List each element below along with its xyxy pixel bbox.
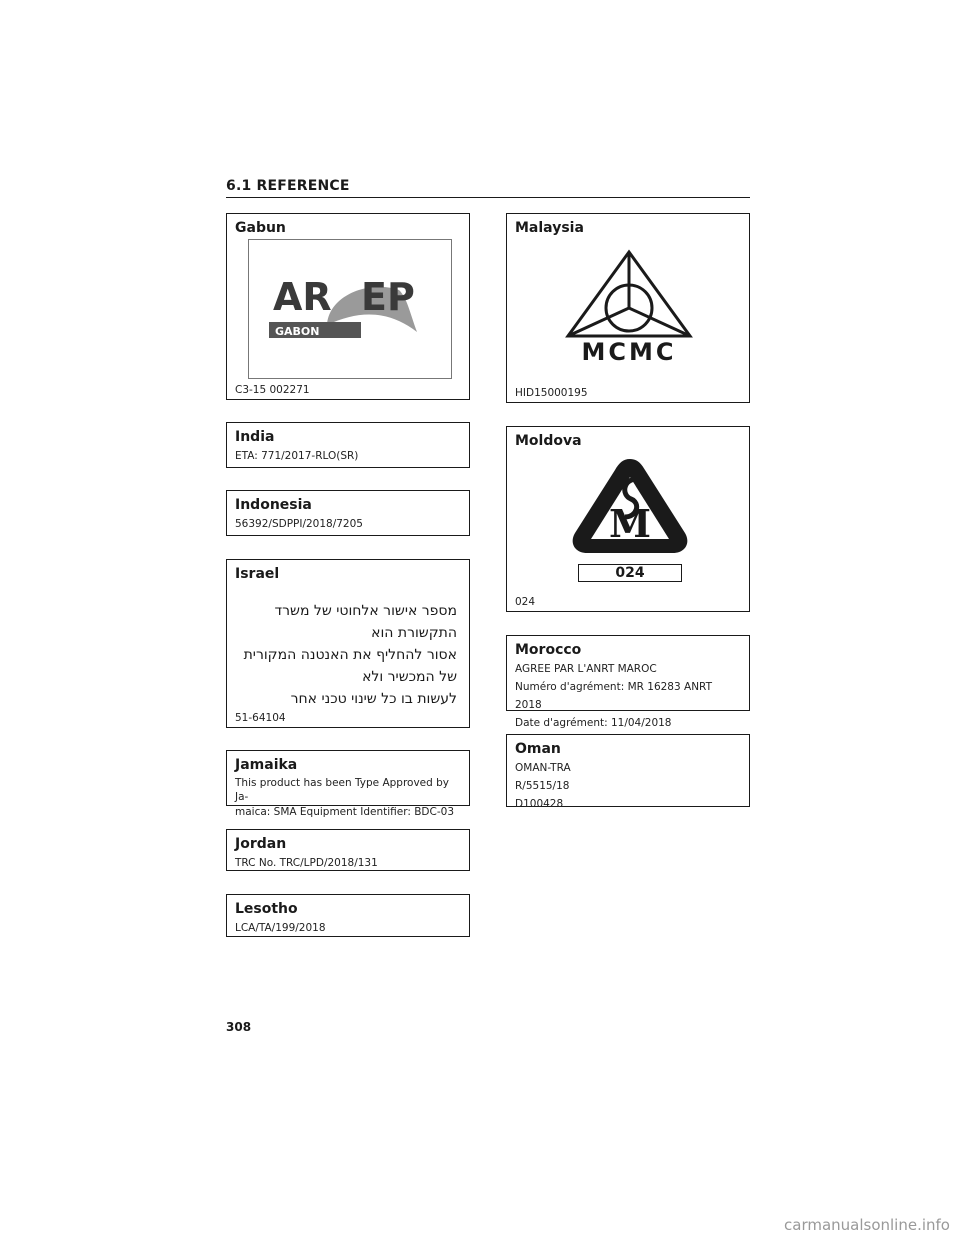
gabon-logo-frame [248, 239, 452, 379]
jordan-title: Jordan [235, 836, 287, 852]
india-title: India [235, 429, 275, 445]
arcep-logo-sub: GABON [275, 325, 320, 338]
malaysia-title: Malaysia [515, 220, 584, 236]
gabon-code: C3-15 002271 [235, 384, 310, 396]
indonesia-text: 56392/SDPPI/2018/7205 [235, 518, 363, 530]
israel-title: Israel [235, 566, 280, 582]
morocco-line-3: Date d'agrément: 11/04/2018 [515, 717, 672, 729]
israel-hebrew-text [237, 600, 457, 710]
malaysia-code: HID15000195 [515, 387, 588, 399]
arcep-logo [249, 240, 451, 378]
lesotho-text: LCA/TA/199/2018 [235, 922, 326, 934]
arcep-logo-main: AR [273, 275, 332, 319]
moldova-sm-logo [565, 455, 695, 557]
page-number: 308 [226, 1020, 252, 1034]
lesotho-box [226, 894, 470, 937]
jordan-box [226, 829, 470, 871]
israel-line-2: אסור להחליף את האנטנה המקורית של המכשיר ולא [243, 647, 457, 685]
oman-title: Oman [515, 741, 561, 757]
jamaika-title: Jamaika [235, 757, 298, 773]
israel-line-1: מספר אישור אלחוטי של משרד התקשורת הוא [274, 603, 457, 641]
india-box [226, 422, 470, 468]
malaysia-box [506, 213, 750, 403]
gabon-title: Gabun [235, 220, 286, 236]
watermark: carmanualsonline.info [784, 1216, 950, 1234]
moldova-box [506, 426, 750, 612]
moldova-code: 024 [515, 596, 536, 608]
indonesia-box [226, 490, 470, 536]
jamaika-line-2: maica: SMA Equipment Identifier: BDC-03 [235, 806, 455, 818]
moldova-badge-text: 024 [615, 565, 645, 581]
mcmc-logo [562, 244, 697, 364]
indonesia-title: Indonesia [235, 497, 312, 513]
morocco-line-1: AGREE PAR L'ANRT MAROC [515, 663, 657, 675]
morocco-line-2: Numéro d'agrément: MR 16283 ANRT 2018 [515, 681, 712, 711]
svg-text:M: M [608, 501, 652, 546]
moldova-title: Moldova [515, 433, 582, 449]
israel-box [226, 559, 470, 728]
gabon-box [226, 213, 470, 400]
oman-line-1: OMAN-TRA [515, 762, 571, 774]
oman-line-3: D100428 [515, 798, 564, 810]
mcmc-logo-text: MCMC [581, 338, 677, 364]
jordan-text: TRC No. TRC/LPD/2018/131 [235, 857, 378, 869]
india-text: ETA: 771/2017-RLO(SR) [235, 450, 359, 462]
lesotho-title: Lesotho [235, 901, 298, 917]
section-header: 6.1 REFERENCE [226, 178, 750, 198]
oman-line-2: R/5515/18 [515, 780, 570, 792]
morocco-box [506, 635, 750, 729]
moldova-badge [578, 564, 682, 582]
jamaika-box [226, 750, 470, 818]
israel-code: 51-64104 [235, 712, 286, 724]
svg-text:EP: EP [361, 275, 415, 319]
morocco-title: Morocco [515, 642, 582, 658]
oman-box [506, 734, 750, 810]
israel-line-3: לעשות בו כל שינוי טכני אחר [290, 691, 457, 707]
jamaika-line-1: This product has been Type Approved by Ja- [235, 777, 450, 803]
